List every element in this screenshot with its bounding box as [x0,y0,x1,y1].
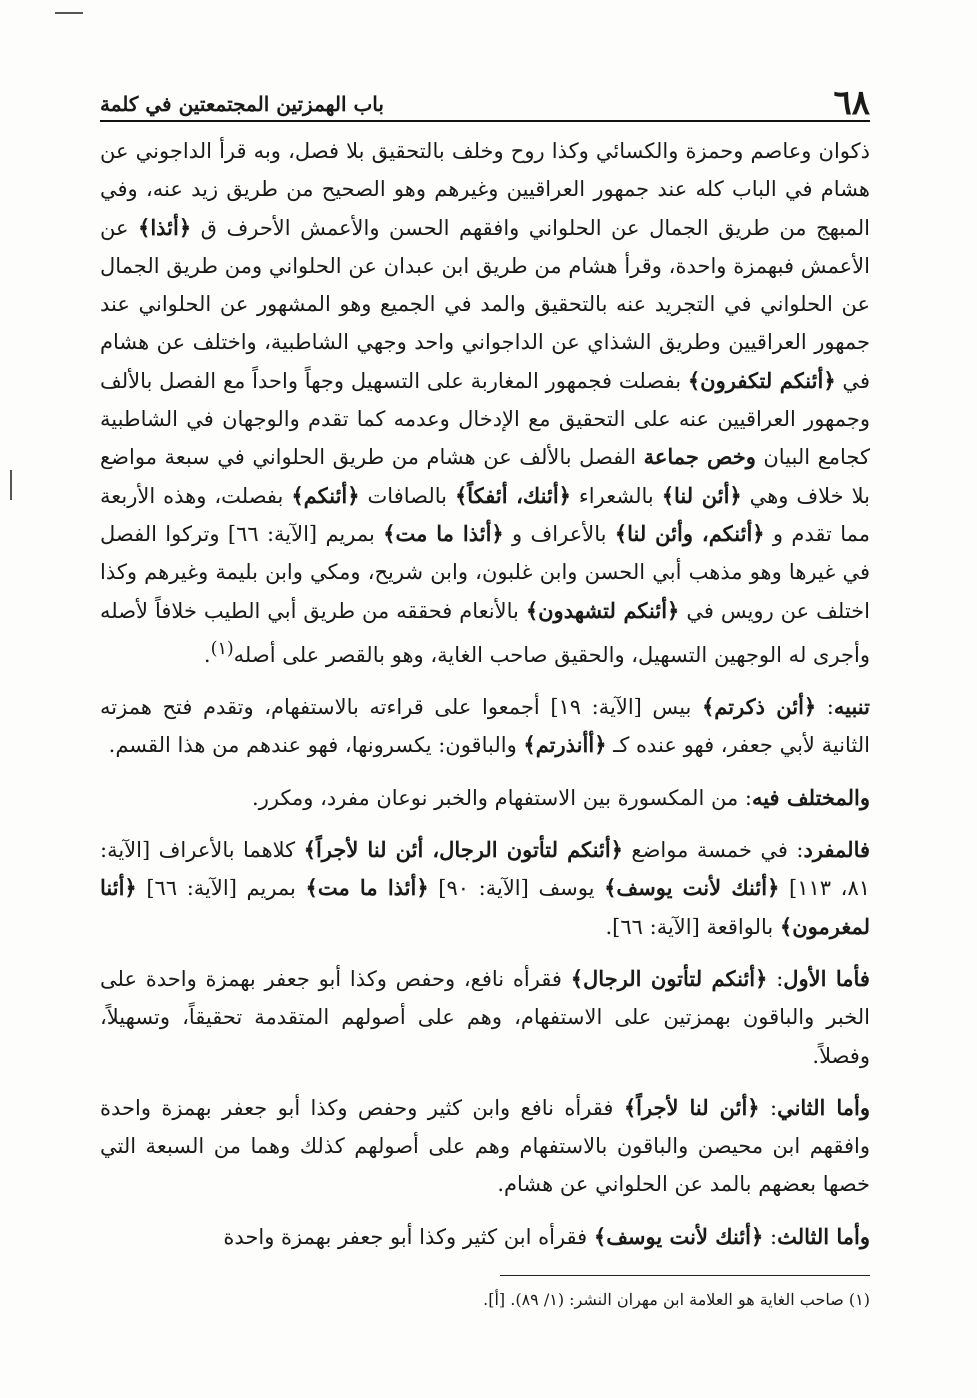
quran-quote: ﴿أئنكم لتأتون الرجال﴾ [570,965,768,991]
paragraph [100,132,870,674]
text-run: بمريم [الآية: ٦٦] وتركوا الفصل في غيرها وهو مذهب أبي الحسن وابن غلبون، وابن شريح، ومكي وابن بليمة وغيرهم وكذا اختلف عن رويس في [100,521,870,623]
paragraph [100,1089,870,1204]
text-run: بفصلت فجمهور المغاربة على التسهيل وجهاً واحداً مع الفصل بالألف وجمهور العراقيين عنه على التحقيق مع الإدخال وعدمه كما تقدم والوجهان في الشاطبية كجامع البيان [100,368,870,470]
section-lead: وأما الثاني [777,1094,871,1120]
footnote: (١) صاحب الغاية هو العلامة ابن مهران النشر: (١/ ٨٩). [أ]. [483,1290,870,1309]
quran-quote: ﴿أئن لنا﴾ [661,482,742,508]
scan-mark-left [10,470,12,500]
text-run: بالصافات [359,483,455,508]
text-run: بالأعراف و [503,521,615,546]
text-run: : [816,695,834,720]
text-run: والباقون: يكسرونها، فهو عندهم من هذا القسم. [108,733,524,758]
text-run: بيس [الآية: ١٩] أجمعوا على قراءته بالاستفهام، وتقدم فتح همزته الثانية لأبي جعفر، فهو عنده كـ [100,695,870,758]
text-run: بالشعراء [570,483,662,508]
section-lead: وأما الثالث [777,1223,870,1249]
section-lead: فالمفرد [803,837,871,863]
quran-quote: ﴿أئنكم لتكفرون﴾ [687,367,836,393]
quran-quote: ﴿أئذا ما مت﴾ [305,875,429,901]
page-number: ٦٨ [833,83,870,123]
text-run: . [203,642,211,667]
paragraph [100,960,870,1075]
quran-quote: ﴿أئنك لأنت يوسف﴾ [593,1223,764,1249]
quran-quote: ﴿أئذا﴾ [138,214,192,240]
text-run: بالواقعة [الآية: ٦٦]. [605,914,780,939]
text-run: بالأنعام فحققه من طريق أبي الطيب خلافاً لأصله وأجرى له الوجهين التسهيل، والحقيق صاحب الغاية، وهو بالقصر على أصله [100,598,870,667]
text-run: فقرأه نافع وابن كثير وحفص وكذا أبو جعفر بهمزة واحدة وافقهم ابن محيصن والباقون بالاستفهام وهم على أصولهم كذلك وهما من السبعة التي خصها بعضهم بالمد عن الحلواني عن هشام. [100,1095,870,1197]
quran-quote: ﴿أأنذرتم﴾ [523,732,607,758]
paragraph [100,779,870,817]
text-run: يوسف [الآية: ٩٠] [428,876,605,901]
page-header [100,78,870,122]
quran-quote: ﴿أئن ذكرتم﴾ [701,694,817,720]
text-run: : من المكسورة بين الاستفهام والخبر نوعان مفرد، ومكرر. [252,785,752,810]
section-lead: فأما الأول [783,965,870,991]
quran-quote: ﴿أئذا ما مت﴾ [383,520,504,546]
section-lead: تنبيه [833,694,870,720]
section-lead: والمختلف فيه [751,784,870,810]
paragraph [100,831,870,946]
paragraph [100,1218,870,1256]
text-run: : [759,1095,778,1120]
text-run: بمريم [الآية: ٦٦] [136,876,306,901]
text-run: الفصل بالألف عن هشام من طريق الحلواني في سبعة مواضع بلا خلاف وهي [100,445,870,508]
quran-quote: ﴿أئنكم لتشهدون﴾ [525,597,680,623]
body-text [100,132,870,1256]
quran-quote: ﴿أئنك لأنت يوسف﴾ [604,875,780,901]
quran-quote: ﴿أئنا لمغرمون﴾ [100,875,870,939]
text-run: بفصلت، وهذه الأربعة مما تقدم و [100,483,870,546]
running-title: باب الهمزتين المجتمعتين في كلمة [100,92,384,116]
book-page [100,78,870,1264]
paragraph [100,688,870,765]
text-run: ذكوان وعاصم وحمزة والكسائي وكذا روح وخلف بالتحقيق بلا فصل، وبه قرأ الداجوني عن هشام في الباب كله عند جمهور العراقيين وغيرهم وهو الصحيح من طريق زيد عنه، وفي المبهج من طريق الجمال عن الحلواني وافقهم الحسن والأعمش الأحرف ق [100,139,870,240]
text-run: عن الأعمش فبهمزة واحدة، وقرأ هشام من طريق ابن عبدان عن الحلواني ومن طريق الجمال عن الحلواني في التجريد عنه بالتحقيق والمد في الجميع وهو المشهور عن الحلواني عند جمهور العراقيين وطريق الشذاي عن الداجواني واحد وجهي الشاطبية، واختلف عن هشام في [100,215,870,393]
quran-quote: وخص جماعة [643,444,756,470]
text-run: فقرأه نافع، وحفص وكذا أبو جعفر بهمزة واحدة على الخبر والباقون بهمزتين على الاستفهام، وهم على أصولهم المتقدمة تحقيقاً، وتسهيلاً، وفصلاً. [100,966,870,1068]
quran-quote: ﴿أئنكم﴾ [291,482,360,508]
text-run: : [763,1224,778,1249]
text-run: : [767,966,784,991]
footnote-separator [500,1275,870,1276]
scan-mark-top [55,12,83,14]
text-run: كلاهما بالأعراف [الآية: ٨١، ١١٣] [100,838,870,901]
quran-quote: ﴿أئنك، أئفكاً﴾ [454,482,571,508]
quran-quote: ﴿أئنكم، وأئن لنا﴾ [614,520,765,546]
text-run: فقرأه ابن كثير وكذا أبو جعفر بهمزة واحدة [223,1224,594,1249]
text-run: : في خمسة مواضع [622,838,804,863]
quran-quote: ﴿أئن لنا لأجراً﴾ [623,1094,760,1120]
quran-quote: ﴿أئنكم لتأتون الرجال، أئن لنا لأجراً﴾ [303,837,623,863]
footnote-marker: (١) [210,638,234,659]
